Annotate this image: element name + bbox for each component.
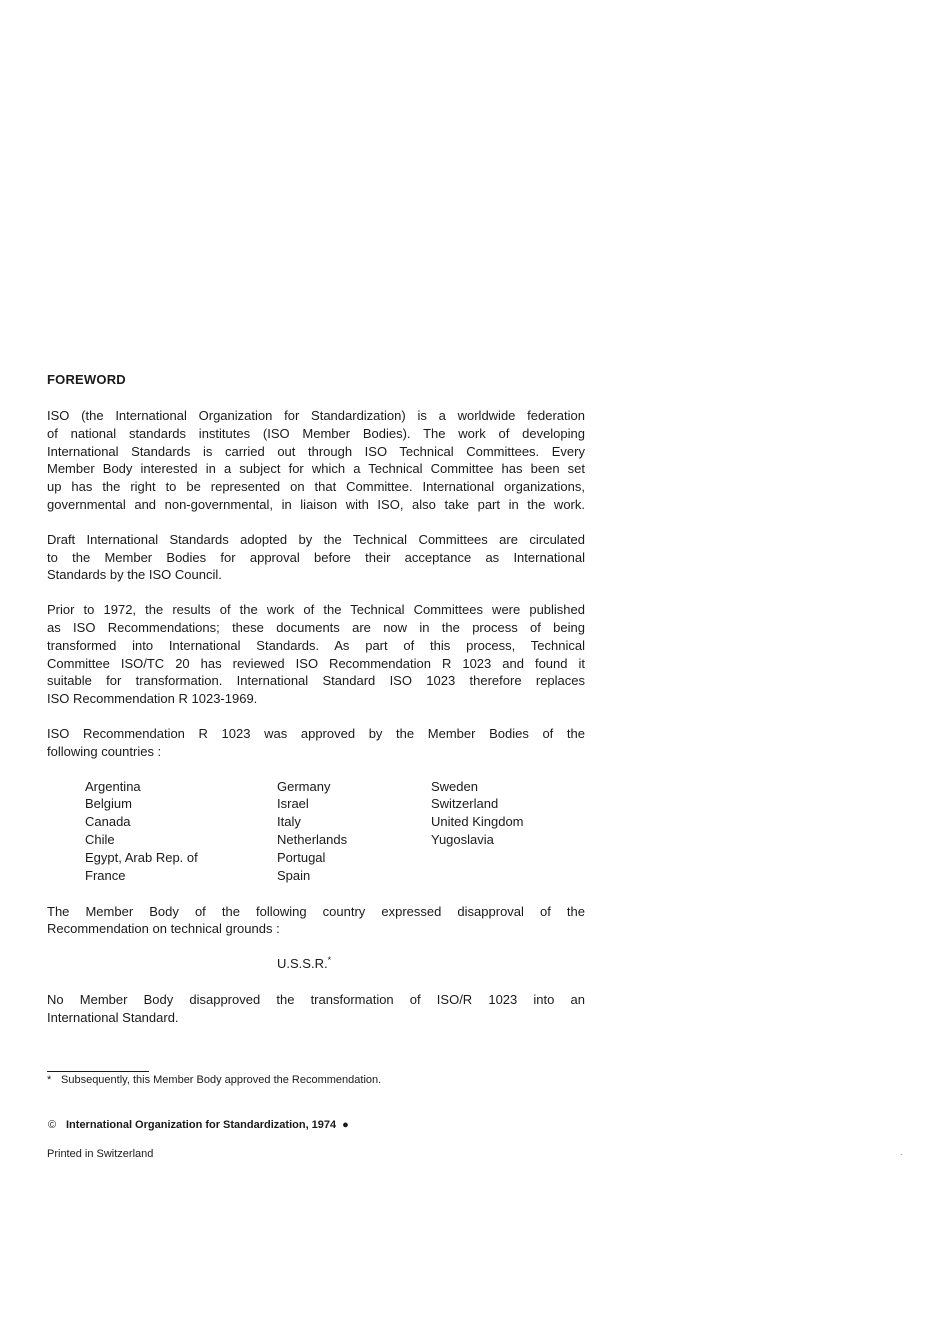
text-line: up has the right to be represented on that Committee. International organizations, (47, 479, 585, 495)
country-item: Germany (277, 778, 331, 794)
country-column-1 (85, 778, 198, 885)
text-line: International Standard. (47, 1009, 179, 1025)
country-item: Argentina (85, 778, 141, 794)
footnote-reference: * (327, 955, 332, 966)
approving-countries-list (47, 778, 585, 886)
paragraph-no-disapproval (47, 991, 585, 1027)
country-item: Italy (277, 814, 301, 830)
country-item: Canada (85, 814, 131, 830)
country-item: Yugoslavia (431, 831, 494, 847)
copyright-icon: © (48, 1119, 57, 1131)
country-item: Israel (277, 796, 309, 812)
copyright-notice (48, 1118, 349, 1133)
text-line: ISO Recommendation R 1023-1969. (47, 691, 258, 707)
text-line: The Member Body of the following country expressed disapproval of the (47, 903, 585, 919)
disapproving-country (277, 955, 585, 973)
text-line: suitable for transformation. International Standard ISO 1023 therefore replaces (47, 673, 585, 689)
paragraph-draft-standards (47, 531, 585, 584)
text-line: following countries : (47, 743, 162, 759)
country-item: Portugal (277, 849, 326, 865)
scan-speck: . (900, 1147, 903, 1157)
country-item: France (85, 867, 126, 883)
text-line: of national standards institutes (ISO Member Bodies). The work of developing (47, 425, 585, 441)
paragraph-disapproval (47, 903, 585, 939)
foreword-heading: FOREWORD (47, 372, 126, 387)
country-column-2 (277, 778, 347, 885)
foreword-section (47, 371, 585, 1044)
text-line: Recommendation on technical grounds : (47, 921, 280, 937)
country-item: Egypt, Arab Rep. of (85, 849, 198, 865)
country-column-3 (431, 778, 524, 849)
copyright-text: International Organization for Standardization, 1974 (66, 1119, 337, 1131)
footnote-mark: * (47, 1074, 52, 1086)
country-item: Belgium (85, 796, 132, 812)
text-line: transformed into International Standards. As part of this process, Technical (47, 637, 585, 653)
text-line: Prior to 1972, the results of the work of the Technical Committees were published (47, 602, 585, 618)
country-item: Chile (85, 831, 115, 847)
bullet-icon: ● (342, 1119, 349, 1131)
text-line: to the Member Bodies for approval before their acceptance as International (47, 549, 585, 565)
text-line: International Standards is carried out through ISO Technical Committees. Every (47, 443, 585, 459)
footnote (47, 1073, 381, 1088)
country-name: U.S.S.R. (277, 956, 328, 972)
paragraph-transformation (47, 601, 585, 708)
text-line: ISO (the International Organization for Standardization) is a worldwide federation (47, 408, 585, 423)
text-line: Standards by the ISO Council. (47, 567, 222, 583)
text-line: No Member Body disapproved the transformation of ISO/R 1023 into an (47, 991, 585, 1007)
text-line: governmental and non-governmental, in liaison with ISO, also take part in the work. (47, 496, 585, 512)
text-line: ISO Recommendation R 1023 was approved by the Member Bodies of the (47, 725, 585, 741)
footnote-text: Subsequently, this Member Body approved the Recommendation. (61, 1074, 382, 1086)
country-item: Spain (277, 867, 311, 883)
country-item: Netherlands (277, 831, 348, 847)
text-line: Member Body interested in a subject for which a Technical Committee has been set (47, 461, 585, 477)
paragraph-iso-intro (47, 407, 585, 514)
country-item: Switzerland (431, 796, 499, 812)
text-line: Draft International Standards adopted by the Technical Committees are circulated (47, 531, 585, 547)
text-line: as ISO Recommendations; these documents are now in the process of being (47, 619, 585, 635)
text-line: Committee ISO/TC 20 has reviewed ISO Recommendation R 1023 and found it (47, 655, 585, 671)
country-item: Sweden (431, 778, 478, 794)
paragraph-approval (47, 725, 585, 761)
footnote-divider (47, 1071, 149, 1072)
country-item: United Kingdom (431, 814, 524, 830)
printed-in-notice: Printed in Switzerland (47, 1148, 154, 1160)
